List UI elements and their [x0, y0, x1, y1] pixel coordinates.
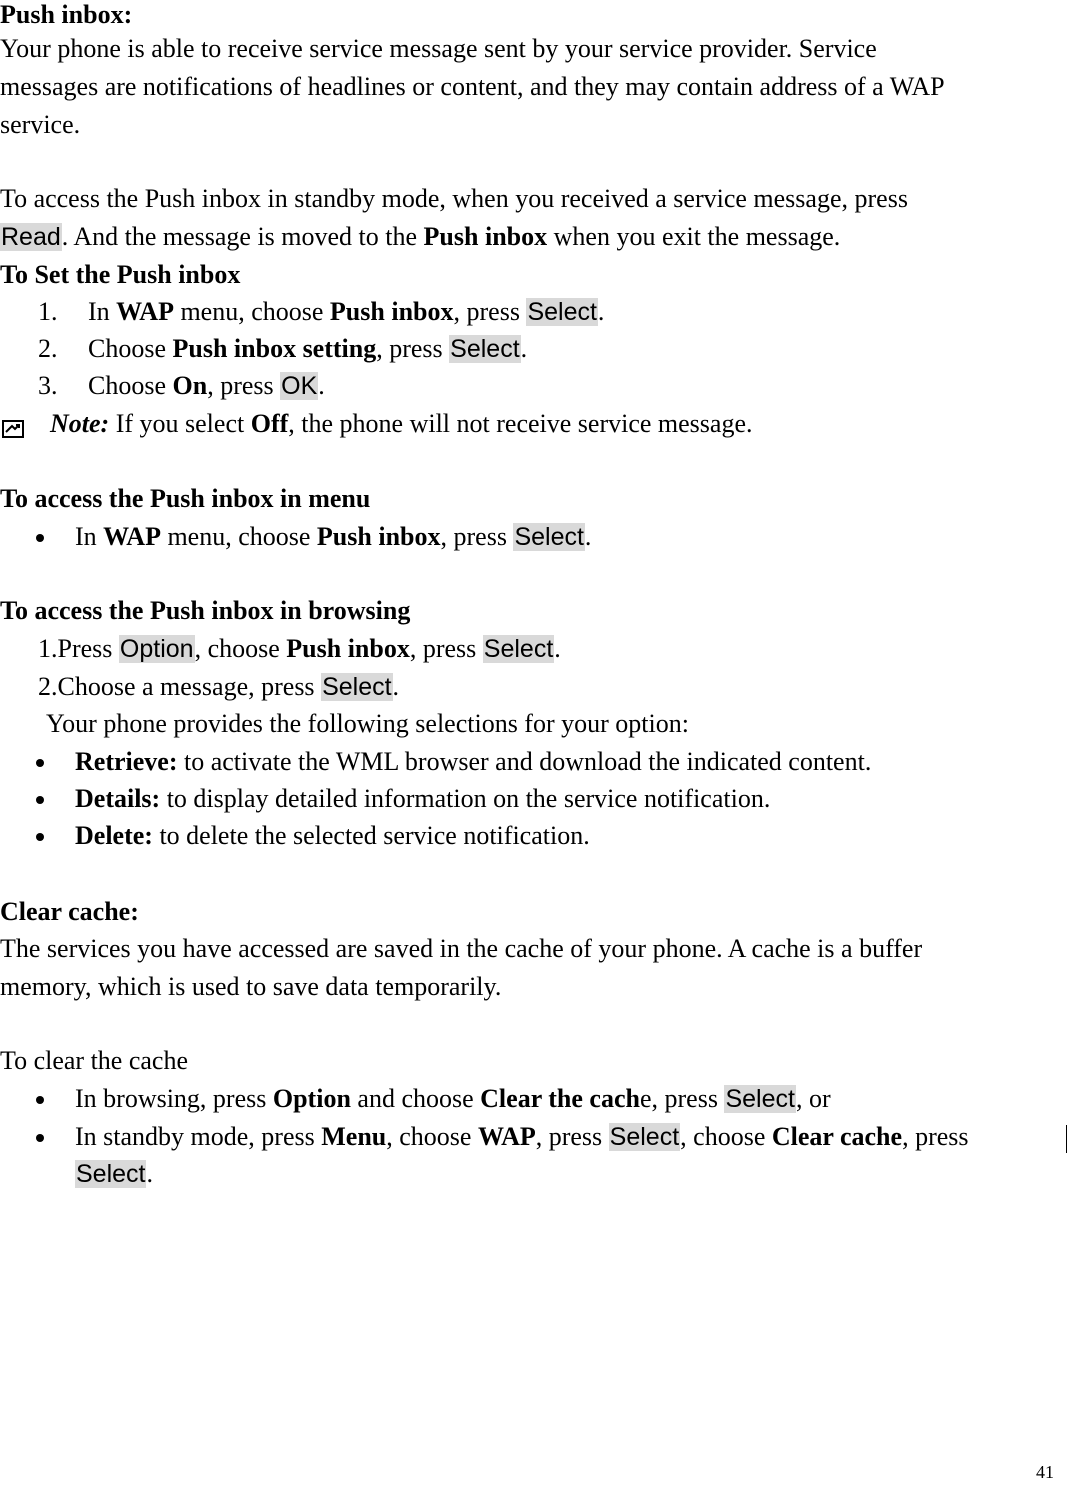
text-run: . And the message is moved to the [61, 222, 424, 251]
text-run: If you select [109, 409, 251, 438]
subsection-heading-access-in-menu: To access the Push inbox in menu [0, 484, 371, 513]
menu-term: On [172, 371, 208, 400]
step-number: 2. [38, 334, 58, 363]
text-run: , or [795, 1084, 831, 1113]
paragraph-line: Your phone is able to receive service message sent by your service provider. Service [0, 34, 877, 63]
subsection-heading-clear-the-cache: To clear the cache [0, 1046, 188, 1075]
text-run: . [520, 334, 528, 363]
text-run: . [392, 672, 400, 701]
softkey-label: Select [450, 335, 520, 363]
menu-term: Menu [321, 1122, 387, 1151]
bullet-marker [36, 759, 44, 767]
bullet-item [75, 522, 591, 552]
text-run: , choose [386, 1122, 478, 1151]
menu-term: WAP [477, 1122, 536, 1151]
text-run: . [554, 634, 561, 663]
bullet-item-continuation [75, 1159, 153, 1189]
menu-term: Push inbox setting [172, 334, 377, 363]
text-run: In [75, 522, 104, 551]
bullet-item [75, 1084, 831, 1114]
menu-term: Push inbox [316, 522, 441, 551]
note-icon [2, 415, 24, 433]
paragraph-line: The services you have accessed are saved in the cache of your phone. A cache is a buffer [0, 934, 923, 963]
numbered-step [38, 371, 325, 401]
subsection-heading-access-in-browsing: To access the Push inbox in browsing [0, 596, 411, 625]
note-label: Note: [50, 409, 110, 438]
paragraph-line [0, 222, 840, 252]
step-number: 3. [38, 371, 58, 400]
menu-term: Push inbox [423, 222, 548, 251]
option-label: Retrieve: [75, 747, 178, 776]
softkey-label: Select [483, 635, 554, 663]
softkey-label: Select [527, 298, 597, 326]
bullet-item [75, 821, 590, 851]
text-run: to delete the selected service notification. [152, 821, 590, 850]
softkey-label: Option [119, 635, 194, 663]
option-label: Details: [75, 784, 161, 813]
text-run: In [88, 297, 117, 326]
text-run: , press [409, 634, 483, 663]
step-number: 1. [38, 297, 58, 326]
section-heading-clear-cache: Clear cache: [0, 897, 139, 926]
text-run: Choose [88, 334, 173, 363]
text-run: , choose [194, 634, 287, 663]
edge-rule [1066, 1125, 1067, 1153]
paragraph-line: To access the Push inbox in standby mode, when you received a service message, press [0, 184, 908, 213]
page-number: 41 [1036, 1462, 1054, 1482]
subsection-heading-set-push-inbox: To Set the Push inbox [0, 260, 241, 289]
text-run: , press [440, 522, 514, 551]
bullet-marker [36, 534, 44, 542]
numbered-step [38, 672, 399, 702]
text-run: e, press [639, 1084, 725, 1113]
text-run: . [597, 297, 605, 326]
menu-term: Clear cache [771, 1122, 903, 1151]
text-run: 2.Choose a message, press [38, 672, 322, 701]
text-run: 1.Press [38, 634, 119, 663]
menu-term: WAP [103, 522, 161, 551]
numbered-step [38, 334, 527, 364]
text-run: , choose [680, 1122, 772, 1151]
menu-term: Off [250, 409, 289, 438]
text-run: to activate the WML browser and download the indicated content. [177, 747, 872, 776]
bullet-item [75, 784, 770, 814]
softkey-label: Select [725, 1085, 795, 1113]
text-run: In standby mode, press [75, 1122, 322, 1151]
bullet-marker [36, 1134, 44, 1142]
bullet-item [75, 747, 871, 777]
bullet-item [75, 1122, 969, 1152]
paragraph-line: messages are notifications of headlines or content, and they may contain address of a WAP [0, 72, 945, 101]
numbered-step [38, 634, 561, 664]
menu-term: Push inbox [329, 297, 454, 326]
text-run: to display detailed information on the service notification. [160, 784, 771, 813]
bullet-marker [36, 1096, 44, 1104]
menu-term: WAP [116, 297, 174, 326]
softkey-label: Select [609, 1123, 680, 1151]
softkey-label: Select [76, 1160, 146, 1188]
softkey-label: Read [1, 223, 61, 251]
text-run: , press [535, 1122, 609, 1151]
softkey-label: OK [281, 372, 318, 400]
paragraph-line: Your phone provides the following selections for your option: [46, 709, 689, 738]
menu-term: Clear the cach [480, 1084, 640, 1113]
paragraph-line: memory, which is used to save data temporarily. [0, 972, 502, 1001]
menu-term: Push inbox [286, 634, 410, 663]
numbered-step [38, 297, 604, 327]
text-run: , press [376, 334, 450, 363]
paragraph-line: service. [0, 110, 81, 139]
text-run: . [584, 522, 592, 551]
text-run: In browsing, press [75, 1084, 273, 1113]
softkey-label: Select [514, 523, 584, 551]
text-run: , press [902, 1122, 969, 1151]
text-run: and choose [350, 1084, 481, 1113]
text-run: , press [453, 297, 527, 326]
text-run: . [146, 1159, 153, 1188]
text-run: menu, choose [160, 522, 317, 551]
bullet-marker [36, 796, 44, 804]
menu-term: Option [272, 1084, 351, 1113]
text-run: , the phone will not receive service message. [288, 409, 753, 438]
bullet-marker [36, 833, 44, 841]
text-run: , press [207, 371, 281, 400]
note-line [0, 409, 752, 439]
text-run: menu, choose [173, 297, 330, 326]
softkey-label: Select [322, 673, 392, 701]
text-run: . [318, 371, 325, 400]
text-run: when you exit the message. [547, 222, 841, 251]
text-run: Choose [88, 371, 173, 400]
section-heading-push-inbox: Push inbox: [0, 0, 133, 29]
option-label: Delete: [75, 821, 153, 850]
